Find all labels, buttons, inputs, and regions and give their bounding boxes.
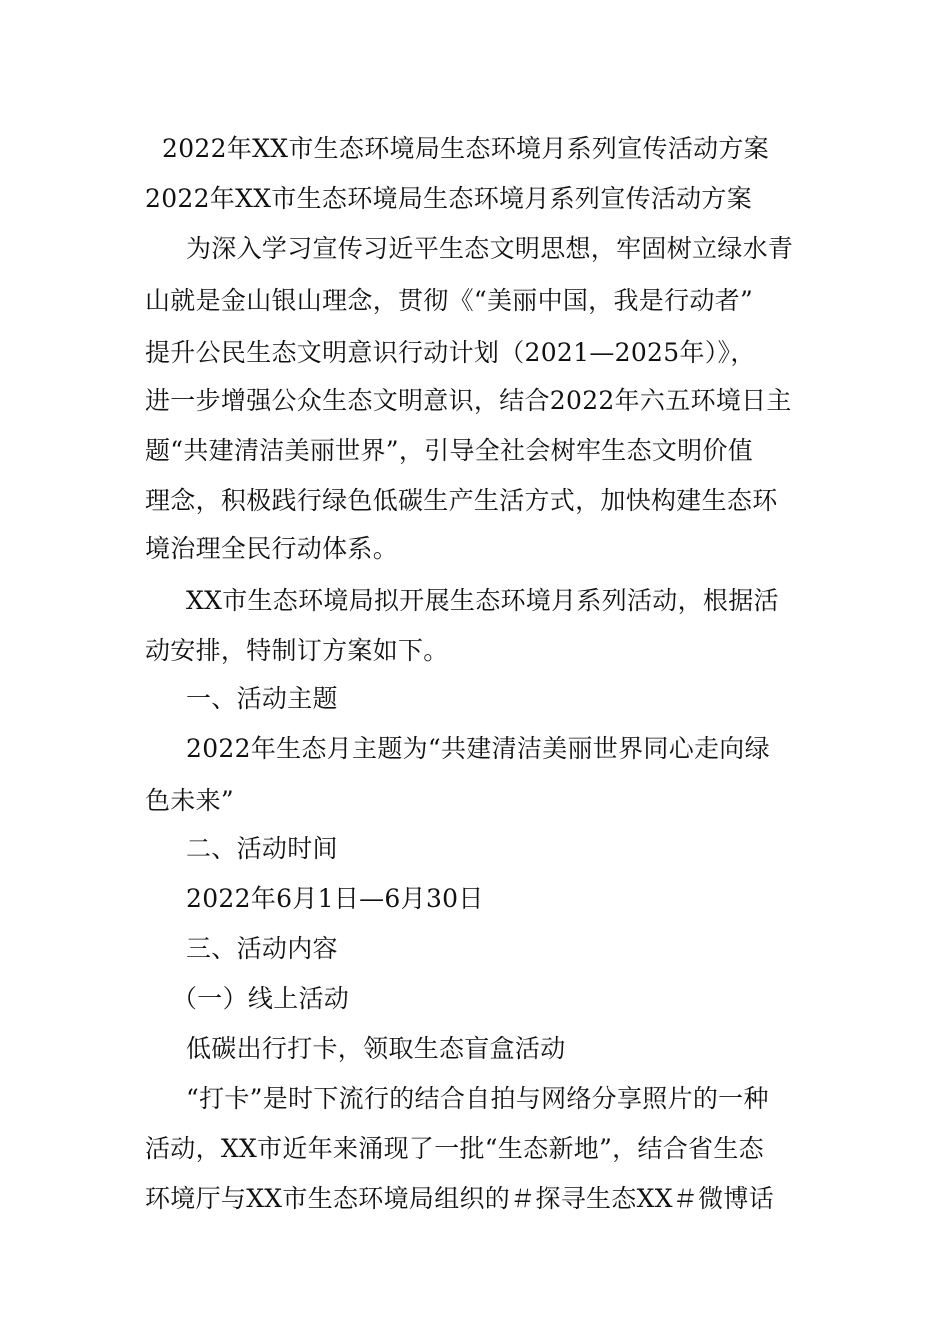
paragraph-line: 提升公民生态文明意识行动计划（2021—2025年）》， [145,338,756,367]
paragraph-line: 动安排，特制订方案如下。 [145,636,449,665]
paragraph-line: “打卡”是时下流行的结合自拍与网络分享照片的一种 [186,1084,769,1113]
paragraph-line: XX市生态环境局拟开展生态环境月系列活动，根据活 [186,586,779,615]
paragraph-line: 为深入学习宣传习近平生态文明思想，牢固树立绿水青 [186,234,794,263]
paragraph-line: 题“共建清洁美丽世界”，引导全社会树牢生态文明价值 [145,436,754,465]
paragraph-line: 进一步增强公众生态文明意识，结合2022年六五环境日主 [145,386,792,415]
section-heading: 一、活动主题 [186,684,338,713]
paragraph-line: 活动，XX市近年来涌现了一批“生态新地”，结合省生态 [145,1134,764,1163]
section-heading: 三、活动内容 [186,934,338,963]
paragraph-line: 2022年生态月主题为“共建清洁美丽世界同心走向绿 [186,734,770,763]
paragraph-line: 低碳出行打卡，领取生态盲盒活动 [186,1034,566,1063]
paragraph-line: 色未来” [145,786,234,815]
section-heading: 二、活动时间 [186,834,338,863]
paragraph-line: 山就是金山银山理念，贯彻《“美丽中国，我是行动者” [145,286,754,315]
subsection-heading: （一）线上活动 [172,984,350,1013]
paragraph-line: 理念，积极践行绿色低碳生产生活方式，加快构建生态环 [145,486,778,515]
paragraph-line: 境治理全民行动体系。 [145,534,399,563]
document-title: 2022年XX市生态环境局生态环境月系列宣传活动方案 [162,134,770,163]
paragraph-line: 2022年6月1日—6月30日 [186,884,484,913]
document-subtitle: 2022年XX市生态环境局生态环境月系列宣传活动方案 [145,184,753,213]
paragraph-line: 环境厅与XX市生态环境局组织的＃探寻生态XX＃微博话 [145,1184,774,1213]
